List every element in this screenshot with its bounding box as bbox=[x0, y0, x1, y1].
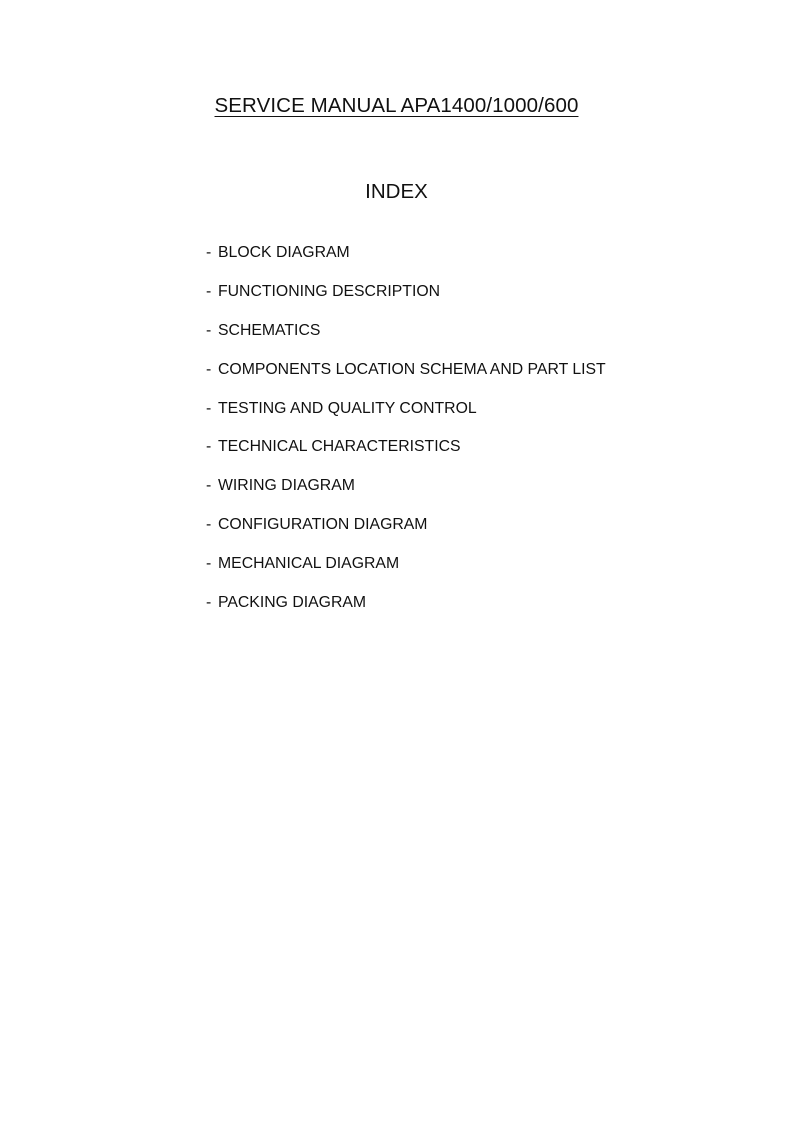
index-item bbox=[206, 360, 606, 399]
index-item-label: WIRING DIAGRAM bbox=[218, 477, 355, 495]
index-item bbox=[206, 476, 606, 515]
bullet: - bbox=[206, 594, 212, 612]
index-list bbox=[206, 243, 606, 632]
index-item bbox=[206, 437, 606, 476]
index-item-label: TESTING AND QUALITY CONTROL bbox=[218, 399, 477, 417]
index-item bbox=[206, 515, 606, 554]
bullet: - bbox=[206, 555, 212, 573]
index-item bbox=[206, 399, 606, 438]
bullet: - bbox=[206, 282, 212, 300]
index-item bbox=[206, 321, 606, 360]
index-item-label: SCHEMATICS bbox=[218, 321, 321, 339]
index-item-label: BLOCK DIAGRAM bbox=[218, 244, 350, 261]
index-heading: INDEX bbox=[365, 180, 428, 203]
bullet: - bbox=[206, 321, 212, 339]
bullet: - bbox=[206, 399, 212, 417]
index-item-label: FUNCTIONING DESCRIPTION bbox=[218, 282, 441, 300]
index-item-label: MECHANICAL DIAGRAM bbox=[218, 555, 400, 573]
bullet: - bbox=[206, 244, 212, 261]
index-item bbox=[206, 282, 606, 321]
document-title bbox=[0, 94, 793, 118]
index-item-label: CONFIGURATION DIAGRAM bbox=[218, 516, 428, 534]
index-item bbox=[206, 554, 606, 593]
index-item-label: PACKING DIAGRAM bbox=[218, 594, 367, 612]
index-item-label: TECHNICAL CHARACTERISTICS bbox=[218, 438, 461, 456]
index-item bbox=[206, 593, 606, 632]
bullet: - bbox=[206, 360, 212, 378]
index-item bbox=[206, 243, 606, 282]
bullet: - bbox=[206, 516, 212, 534]
document-title-text: SERVICE MANUAL APA1400/1000/600 bbox=[214, 94, 579, 117]
bullet: - bbox=[206, 438, 212, 456]
index-item-label: COMPONENTS LOCATION SCHEMA AND PART LIST bbox=[218, 360, 606, 378]
bullet: - bbox=[206, 477, 212, 495]
